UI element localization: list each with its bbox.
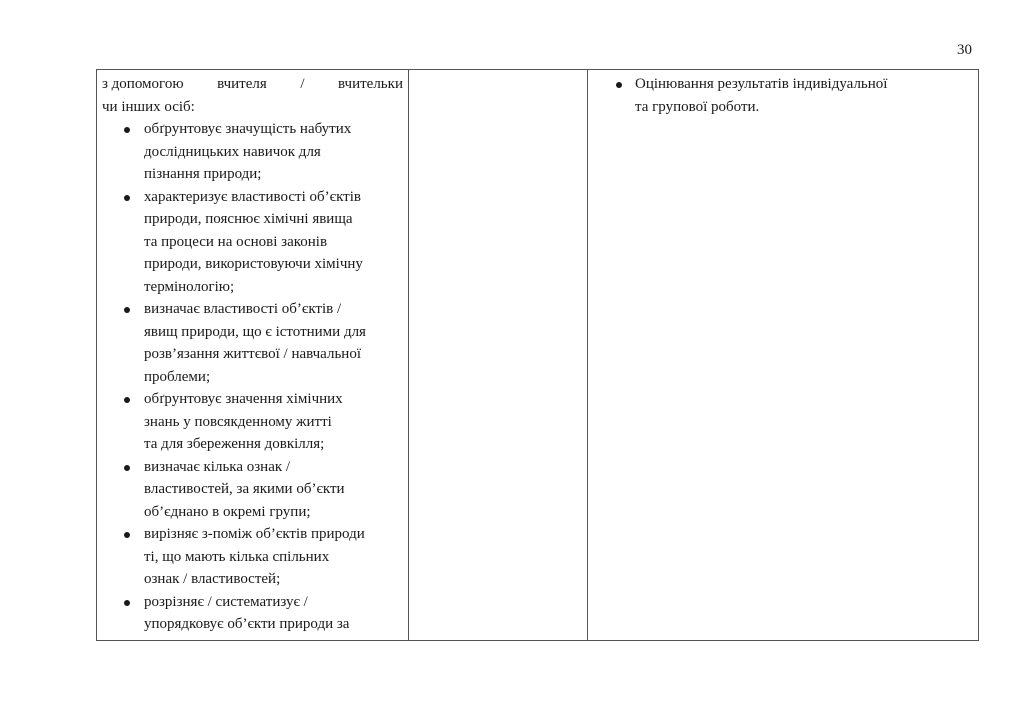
- assessment-list: [616, 73, 973, 118]
- bullet-icon: [124, 127, 130, 133]
- table-column-empty: [408, 70, 587, 640]
- list-item: [102, 591, 403, 636]
- intro-text-line-1: [102, 73, 403, 96]
- list-item-line: розв’язання життєвої / навчальної: [144, 346, 361, 362]
- list-item-line: природи, пояснює хімічні явища: [144, 211, 353, 227]
- list-item: [102, 456, 403, 524]
- bullet-icon: [124, 307, 130, 313]
- list-item-line: упорядковує об’єкти природи за: [144, 616, 350, 632]
- intro-text-line-2: чи інших осіб:: [102, 98, 195, 115]
- list-item-line: природи, використовуючи хімічну: [144, 256, 363, 272]
- list-item: [102, 186, 403, 299]
- list-item: [102, 298, 403, 388]
- list-item-line: розрізняє / систематизує /: [144, 593, 308, 610]
- list-item-line: термінологію;: [144, 278, 235, 295]
- bullet-icon: [124, 600, 130, 606]
- bullet-icon: [124, 397, 130, 403]
- list-item-line: визначає властивості об’єктів /: [144, 301, 342, 317]
- list-item-line: вирізняє з-поміж об’єктів природи: [144, 526, 365, 542]
- list-item: [102, 523, 403, 591]
- list-item-line: ті, що мають кілька спільних: [144, 548, 330, 565]
- list-item-line: обґрунтовує значущість набутих: [144, 121, 352, 137]
- list-item-line: явищ природи, що є істотними для: [144, 323, 366, 340]
- list-item-line: ознак / властивостей;: [144, 571, 281, 587]
- intro-word: з допомогою: [102, 76, 184, 92]
- bullet-icon: [124, 532, 130, 538]
- document-table: [96, 69, 979, 641]
- list-item-line: знань у повсякденному житті: [144, 413, 332, 430]
- intro-word: /: [300, 76, 305, 92]
- outcomes-list: [102, 118, 403, 636]
- bullet-icon: [124, 465, 130, 471]
- bullet-icon: [124, 195, 130, 201]
- list-item-line: проблеми;: [144, 368, 211, 385]
- page-number: 30: [957, 42, 972, 58]
- list-item: [102, 388, 403, 456]
- list-item-line: та процеси на основі законів: [144, 233, 328, 250]
- intro-word: вчителя: [217, 76, 267, 92]
- list-item-line: характеризує властивості об’єктів: [144, 188, 361, 205]
- list-item: [102, 118, 403, 186]
- list-item-line: дослідницьких навичок для: [144, 143, 321, 160]
- list-item-line: та групової роботи.: [635, 98, 760, 115]
- list-item: [616, 73, 973, 118]
- list-item-line: об’єднано в окремі групи;: [144, 503, 311, 520]
- table-column-assessment: [587, 70, 978, 640]
- list-item-line: визначає кілька ознак /: [144, 458, 291, 475]
- list-item-line: Оцінювання результатів індивідуальної: [635, 76, 888, 92]
- list-item-line: властивостей, за якими об’єкти: [144, 481, 345, 497]
- list-item-line: обґрунтовує значення хімічних: [144, 391, 343, 407]
- table-column-learning-outcomes: [97, 70, 408, 640]
- bullet-icon: [616, 82, 622, 88]
- list-item-line: та для збереження довкілля;: [144, 436, 325, 452]
- list-item-line: пізнання природи;: [144, 166, 262, 182]
- intro-word: вчительки: [338, 76, 403, 92]
